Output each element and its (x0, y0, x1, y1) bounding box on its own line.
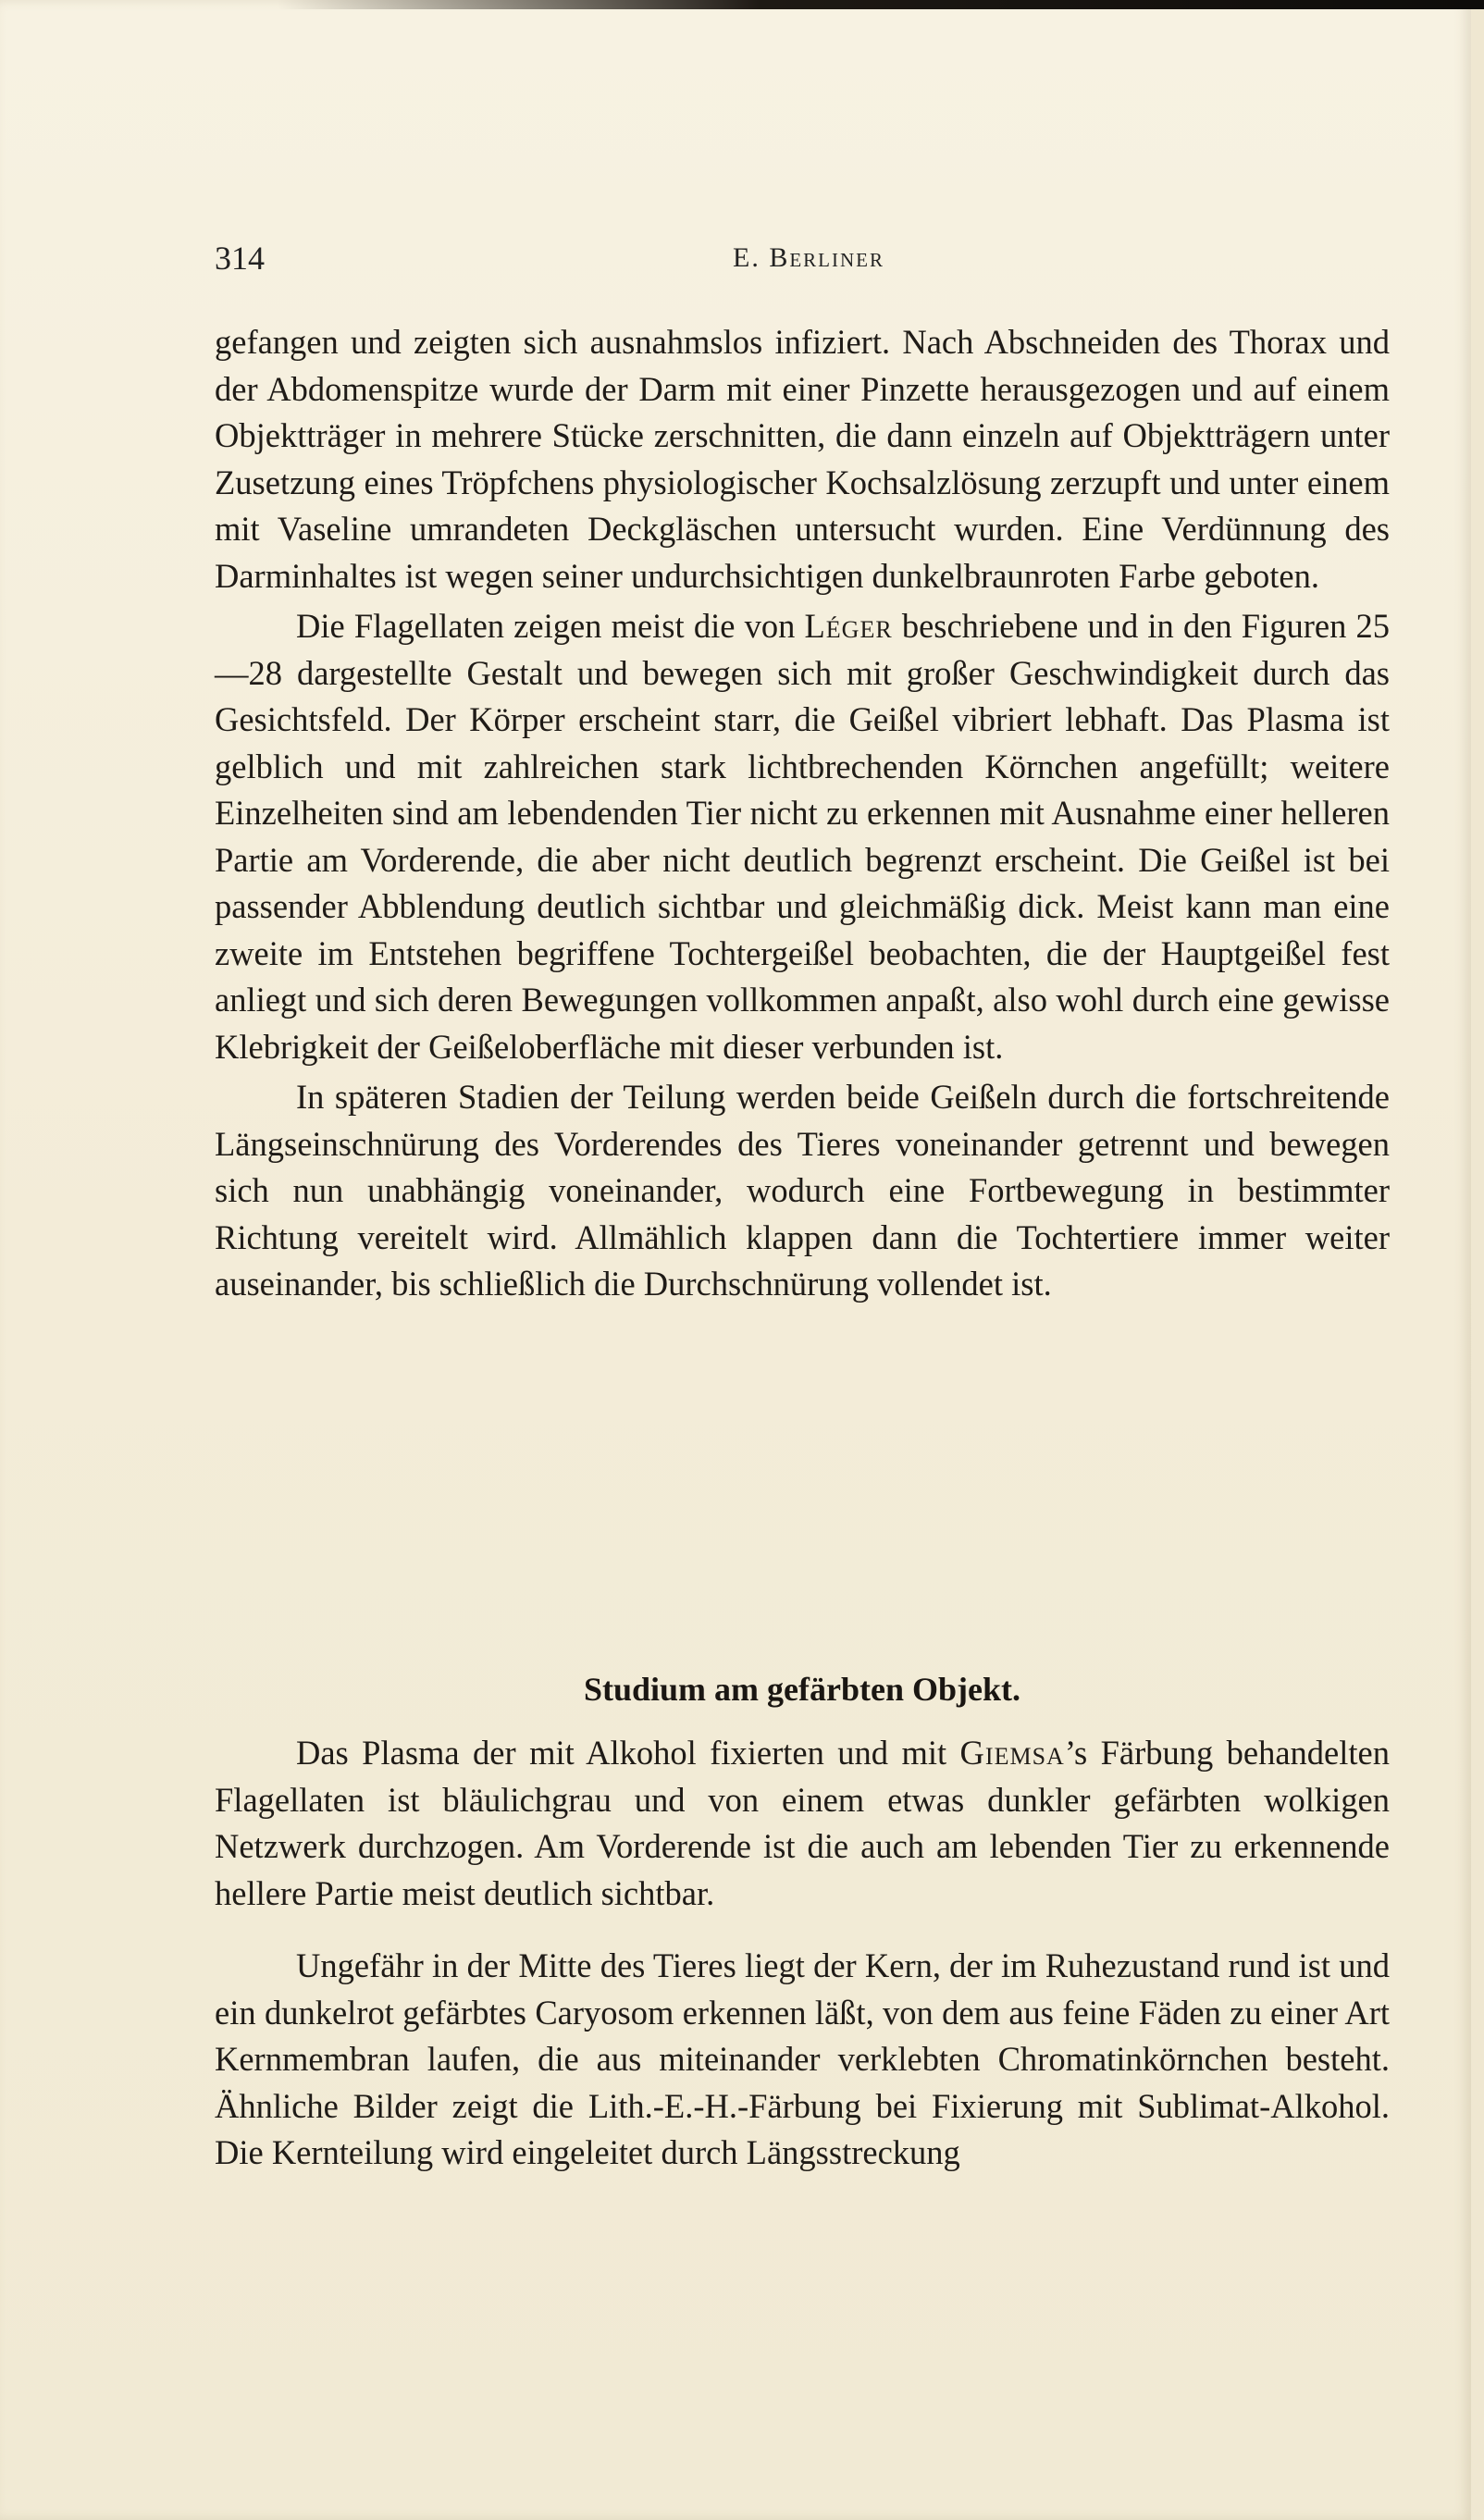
paragraph-4-start: Das Plasma der mit Alkohol fixierten und mit (296, 1734, 960, 1772)
author-name-leger: Léger (804, 607, 893, 645)
section-heading: Studium am gefärbten Objekt. (583, 1671, 1020, 1708)
paragraph-2-start: Die Flagellaten zeigen meist die von (296, 607, 805, 645)
paragraph-2-rest: beschriebene und in den Figuren 25—28 dargestellte Gestalt und bewegen sich mit großer Geschwindigkeit durch das Gesichtsfeld. Der Körper erscheint starr, die Geißel vibriert lebhaft. Das Plasma ist gelblich und mit zahlreichen stark lichtbrechenden Körnchen angefüllt; weitere Einzelheiten sind am lebendenden Tier nicht zu erkennen mit Ausnahme einer helleren Partie am Vorderende, die aber nicht deutlich begrenzt erscheint. Die Geißel ist bei passender Abblendung deutlich sichtbar und gleichmäßig dick. Meist kann man eine zweite im Entstehen begriffene Tochtergeißel beobachten, die der Hauptgeißel fest anliegt und sich deren Bewegungen vollkommen anpaßt, also wohl durch eine gewisse Klebrigkeit der Geißeloberfläche mit dieser verbunden ist. (215, 607, 1391, 1066)
author-name-giemsa: Giemsa (959, 1734, 1065, 1772)
paragraph-3: In späteren Stadien der Teilung werden beide Geißeln durch die fortschreitende Längseinschnürung des Vorderendes des Tieres voneinander getrennt und bewegen sich nun unabhängig voneinander, wodurch eine Fortbewegung in bestimmter Richtung vereitelt wird. Allmählich klappen dann die Tochtertiere immer weiter auseinander, bis schließlich die Durchschnürung vollendet ist. (215, 1078, 1390, 1303)
section-2-body (215, 1730, 1390, 2177)
section-body (215, 319, 1390, 1308)
page-number: 314 (215, 240, 265, 277)
scan-edge-shadow (278, 0, 1484, 9)
paragraph-2 (215, 603, 1390, 1070)
paragraph-5: Ungefähr in der Mitte des Tieres liegt der Kern, der im Ruhezustand rund ist und ein dunkelrot gefärbtes Caryosom erkennen läßt, von dem aus feine Fäden zu einer Art Kernmembran laufen, die aus miteinander verklebten Chromatinkörnchen besteht. Ähnliche Bilder zeigt die Lith.-E.-H.-Färbung bei Fixierung mit Sublimat-Alkohol. Die Kernteilung wird eingeleitet durch Längsstreckung (215, 1946, 1390, 2171)
paragraph-4 (215, 1730, 1390, 1917)
paragraph-4-rest: ’s Färbung behandelten Flagellaten ist bläulichgrau und von einem etwas dunkler gefärbten wolkigen Netzwerk durchzogen. Am Vorderende ist die auch am lebenden Tier zu erkennende hellere Partie meist deutlich sichtbar. (215, 1734, 1390, 1912)
page-header (215, 239, 1390, 294)
paragraph-1: gefangen und zeigten sich ausnahmslos infiziert. Nach Abschneiden des Thorax und der Abdomenspitze wurde der Darm mit einer Pinzette herausgezogen und auf einem Objektträger in mehrere Stücke zerschnitten, die dann einzeln auf Objektträgern unter Zusetzung eines Tröpfchens physiologischer Kochsalzlösung zerzupft und unter einem mit Vaseline umrandeten Deckgläschen untersucht wurden. Eine Verdünnung des Darminhaltes ist wegen seiner undurchsichtigen dunkelbraunroten Farbe geboten. (215, 323, 1390, 595)
running-head: E. Berliner (733, 242, 884, 273)
